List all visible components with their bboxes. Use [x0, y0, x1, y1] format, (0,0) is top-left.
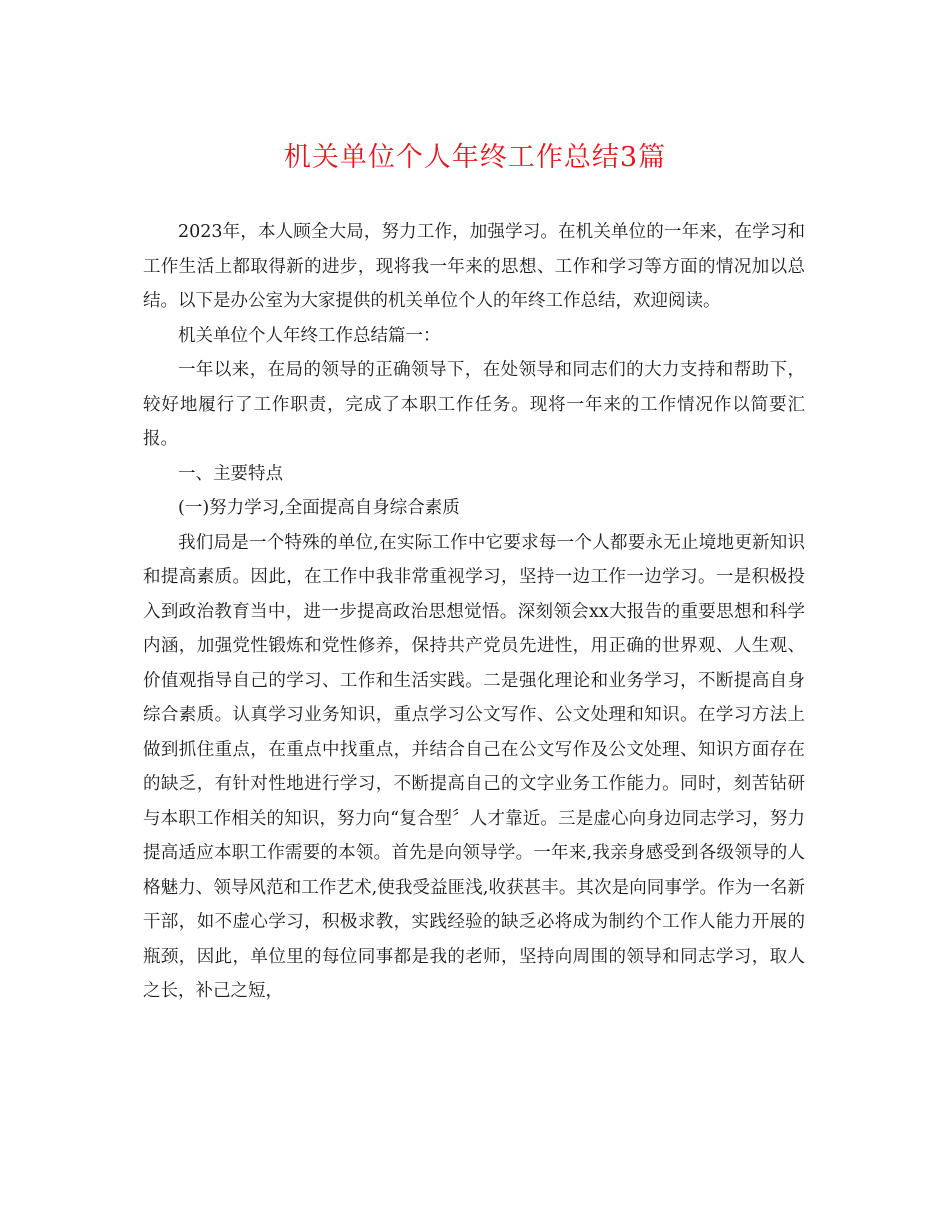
paragraph-heading-main-features: 一、主要特点 — [178, 463, 283, 484]
document-body — [143, 215, 805, 1009]
document-title: 机关单位个人年终工作总结3篇 — [283, 142, 667, 173]
paragraph-section-heading: 机关单位个人年终工作总结篇一： — [178, 325, 441, 346]
paragraph-study-detail: 我们局是一个特殊的单位,在实际工作中它要求每一个人都要永无止境地更新知识和提高素质。因此，在工作中我非常重视学习，坚持一边工作一边学习。一是积极投入到政治教育当中，进一步提高政治思想觉悟。深刻领会xx大报告的重要思想和科学内涵，加强党性锻炼和党性修养，保持共产党员先进性，用正确的世界观、人生观、价值观指导自己的学习、工作和生活实践。二是强化理论和业务学习，不断提高自身综合素质。认真学习业务知识，重点学习公文写作、公文处理和知识。在学习方法上做到抓住重点，在重点中找重点，并结合自己在公文写作及公文处理、知识方面存在的缺乏，有针对性地进行学习，不断提高自己的文字业务工作能力。同时，刻苦钻研与本职工作相关的知识，努力向“复合型〞人才靠近。三是虚心向身边同志学习，努力提高适应本职工作需要的本领。首先是向领导学。一年来,我亲身感受到各级领导的人格魅力、领导风范和工作艺术,使我受益匪浅,收获甚丰。其次是向同事学。作为一名新干部，如不虚心学习，积极求教，实践经验的缺乏必将成为制约个工作人能力开展的瓶颈，因此，单位里的每位同事都是我的老师，坚持向周围的领导和同志学习，取人之长，补己之短， — [143, 532, 805, 1001]
paragraph-intro: 2023年，本人顾全大局，努力工作，加强学习。在机关单位的一年来，在学习和工作生活上都取得新的进步，现将我一年来的思想、工作和学习等方面的情况加以总结。以下是办公室为大家提供的机关单位个人的年终工作总结，欢迎阅读。 — [143, 222, 805, 311]
paragraph-overview: 一年以来，在局的领导的正确领导下，在处领导和同志们的大力支持和帮助下，较好地履行了工作职责，完成了本职工作任务。现将一年来的工作情况作以简要汇报。 — [143, 360, 805, 449]
paragraph-subheading-study: (一)努力学习,全面提高自身综合素质 — [178, 498, 460, 518]
